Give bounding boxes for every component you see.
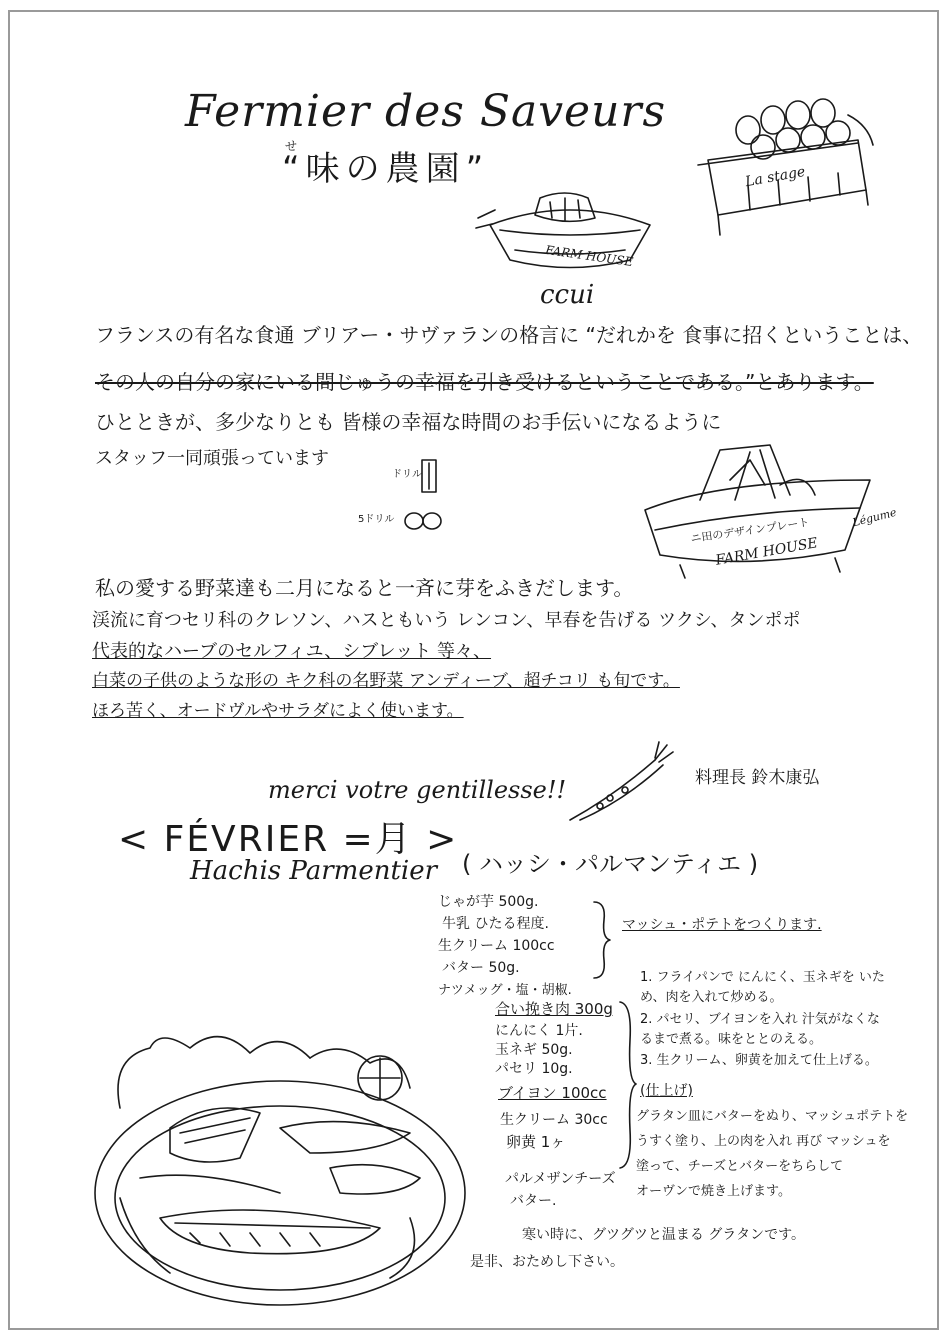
seasonal-line-2: 渓流に育つセリ科のクレソン、ハスともいう レンコン、早春を告げる ツクシ、タンポポ bbox=[92, 610, 801, 631]
closing-line-2: 是非、おためし下さい。 bbox=[470, 1254, 624, 1270]
meat-ingredient: にんにく 1片. bbox=[495, 1023, 583, 1039]
farmhouse-illustration bbox=[470, 180, 670, 290]
intro-line-3: ひとときが、多少なりとも 皆様の幸福な時間のお手伝いになるように bbox=[95, 410, 722, 434]
potato-brace bbox=[592, 900, 612, 980]
seasonal-line-5: ほろ苦く、オードヴルやサラダによく使います。 bbox=[92, 701, 464, 721]
meat-brace bbox=[618, 1000, 638, 1170]
platter-label: FARM HOUSE bbox=[714, 535, 819, 569]
carrot-sketch bbox=[555, 740, 675, 830]
finish-line-3: 塗って、チーズとバターをちらして bbox=[636, 1159, 844, 1174]
meat-ingredient: パセリ 10g. bbox=[495, 1061, 573, 1077]
intro-line-4: スタッフ一同頑張っています bbox=[95, 448, 329, 469]
intro-line-1: フランスの有名な食通 ブリアー・サヴァランの格言に “だれかを 食事に招くということは、 bbox=[95, 323, 923, 347]
potato-ingredient: 牛乳 ひたる程度. bbox=[442, 916, 549, 932]
intro-line-2: その人の自分の家にいる間じゅうの幸福を引き受けるということである。”とあります。 bbox=[95, 370, 874, 394]
recipe-step-3: 3. 生クリーム、卵黄を加えて仕上げる。 bbox=[640, 1053, 878, 1068]
meat-ingredient: 卵黄 1ヶ bbox=[506, 1133, 566, 1151]
seasonal-line-3: 代表的なハーブのセルフィユ、シブレット 等々、 bbox=[92, 641, 492, 662]
meat-ingredient: 玉ネギ 50g. bbox=[495, 1042, 573, 1058]
recipe-step-2: 2. パセリ、ブイヨンを入れ 汁気がなくなるまで煮る。味をととのえる。 bbox=[640, 1012, 880, 1047]
meat-ingredient: 合い挽き肉 300g bbox=[495, 1000, 613, 1018]
merci-line: merci votre gentillesse!! bbox=[268, 776, 567, 804]
produce-stand-illustration bbox=[688, 85, 888, 245]
meat-ingredient: 生クリーム 30cc bbox=[500, 1112, 608, 1128]
stand-label: La stage bbox=[744, 163, 807, 191]
recipe-dish-french: Hachis Parmentier bbox=[190, 856, 438, 886]
signature: ccui bbox=[540, 280, 595, 310]
finish-heading: (仕上げ) bbox=[640, 1083, 693, 1099]
potato-ingredient: バター 50g. bbox=[442, 960, 520, 976]
potato-ingredient: 生クリーム 100cc bbox=[438, 938, 555, 954]
gratin-platter-illustration bbox=[80, 1018, 480, 1318]
finish-line-2: うすく塗り、上の肉を入れ 再び マッシュを bbox=[636, 1134, 891, 1149]
recipe-dish-japanese: ( ハッシ・パルマンティエ ) bbox=[462, 850, 759, 878]
recipe-step-1a: 1. フライパンで にんにく、玉ネギを いため、肉を入れて炒める。 bbox=[640, 970, 885, 1005]
recipe-month: < FÉVRIER =月 > bbox=[118, 819, 459, 860]
closing-line-1: 寒い時に、グツグツと温まる グラタンです。 bbox=[522, 1227, 806, 1243]
title-ruby: せ bbox=[285, 139, 298, 153]
platter-script: ニ田のデザインプレート bbox=[689, 515, 811, 546]
chef-name: 料理長 鈴木康弘 bbox=[695, 768, 820, 788]
seasonal-line-4: 白菜の子供のような形の キク科の名野菜 アンディーブ、超チコリ も旬です。 bbox=[92, 671, 680, 691]
meat-ingredient: ブイヨン 100cc bbox=[498, 1084, 607, 1102]
potato-ingredient: ナツメッグ・塩・胡椒. bbox=[438, 983, 572, 998]
title-french: Fermier des Saveurs bbox=[185, 86, 667, 137]
finish-ingredient: パルメザンチーズ bbox=[505, 1171, 616, 1187]
finish-line-4: オーヴンで焼き上げます。 bbox=[636, 1184, 791, 1199]
finish-line-1: グラタン皿にバターをぬり、マッシュポテトを bbox=[636, 1109, 909, 1124]
farmhouse-label: FARM HOUSE bbox=[544, 242, 635, 270]
title-japanese: “味の農園” bbox=[282, 149, 490, 189]
potato-note: マッシュ・ポテトをつくります. bbox=[622, 917, 822, 933]
herb-note-1: ドリル bbox=[392, 469, 422, 480]
platter-sign: Légume bbox=[851, 505, 898, 530]
seasonal-line-1: 私の愛する野菜達も二月になると一斉に芽をふきだします。 bbox=[95, 576, 634, 600]
herb-note-2: 5ドリル bbox=[358, 514, 395, 525]
finish-ingredient: バター. bbox=[510, 1193, 557, 1209]
potato-ingredient: じゃが芋 500g. bbox=[438, 894, 539, 910]
